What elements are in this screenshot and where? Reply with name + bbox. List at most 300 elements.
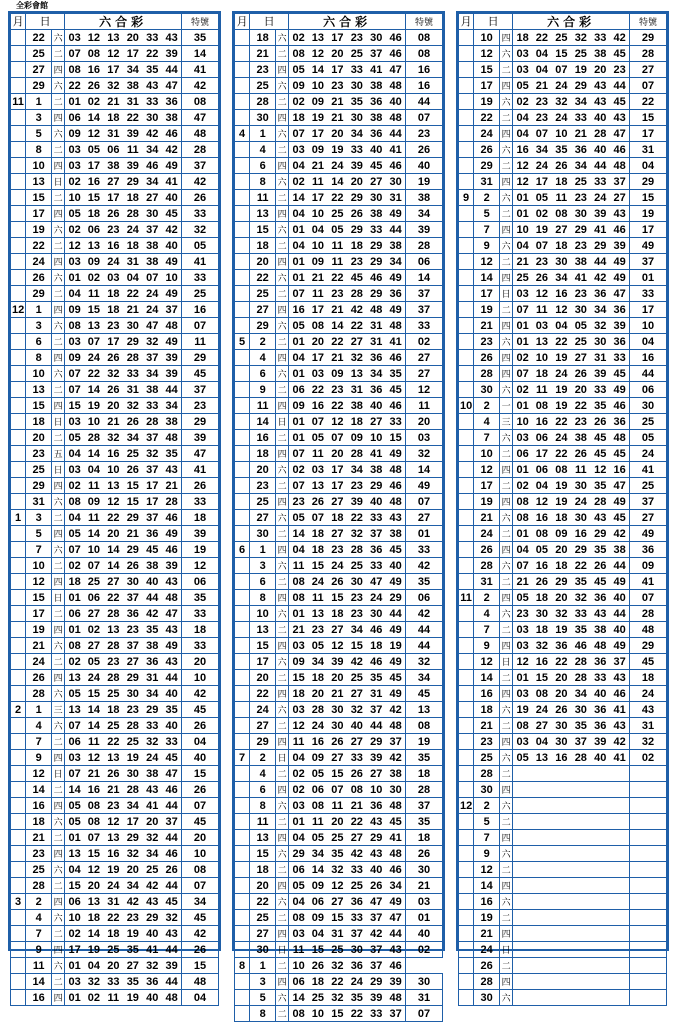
table-row [459, 206, 667, 222]
day-cell: 11 [250, 398, 276, 414]
draw-number: 40 [610, 590, 630, 606]
draw-number: 41 [143, 798, 162, 814]
table-row [11, 750, 219, 766]
draw-number: 30 [347, 574, 366, 590]
day-cell: 15 [250, 638, 276, 654]
draw-number: 40 [162, 718, 182, 734]
draw-number: 21 [328, 350, 347, 366]
draw-number: 42 [367, 926, 386, 942]
table-row [459, 478, 667, 494]
draw-number: 06 [289, 382, 308, 398]
special-number: 01 [406, 526, 443, 542]
draw-number: 18 [104, 286, 123, 302]
special-number: 37 [406, 302, 443, 318]
special-number [630, 990, 667, 1006]
draw-number: 42 [143, 126, 162, 142]
draw-number: 29 [591, 526, 610, 542]
draw-number: 10 [104, 462, 123, 478]
draw-number [532, 862, 551, 878]
draw-number: 46 [386, 862, 406, 878]
draw-number: 11 [289, 558, 308, 574]
weekday-cell: 六 [52, 862, 65, 878]
draw-number: 10 [65, 910, 84, 926]
draw-number: 34 [347, 462, 366, 478]
month-cell [459, 990, 474, 1006]
weekday-cell: 四 [52, 302, 65, 318]
day-cell: 23 [26, 846, 52, 862]
draw-number [552, 846, 571, 862]
draw-number: 19 [104, 862, 123, 878]
draw-number: 07 [65, 382, 84, 398]
month-cell [459, 542, 474, 558]
draw-number: 19 [552, 622, 571, 638]
draw-number [591, 974, 610, 990]
draw-number: 08 [84, 798, 103, 814]
draw-number: 13 [65, 846, 84, 862]
weekday-cell: 二 [500, 158, 513, 174]
draw-number: 34 [347, 126, 366, 142]
draw-number: 26 [571, 446, 590, 462]
table-row [459, 718, 667, 734]
weekday-cell: 二 [52, 606, 65, 622]
draw-number: 01 [289, 430, 308, 446]
draw-number: 48 [162, 590, 182, 606]
draw-number: 13 [104, 30, 123, 46]
day-cell: 21 [474, 718, 500, 734]
draw-number: 02 [513, 478, 532, 494]
table-row [11, 62, 219, 78]
table-row [11, 318, 219, 334]
draw-number: 32 [347, 526, 366, 542]
draw-number: 48 [591, 638, 610, 654]
month-cell [235, 110, 250, 126]
special-number: 16 [630, 350, 667, 366]
weekday-cell: 六 [276, 366, 289, 382]
special-number: 15 [182, 766, 219, 782]
draw-number: 32 [591, 318, 610, 334]
month-cell [235, 734, 250, 750]
draw-number: 29 [123, 334, 142, 350]
draw-number: 33 [347, 750, 366, 766]
draw-number: 45 [610, 510, 630, 526]
draw-number [513, 990, 532, 1006]
draw-number: 20 [328, 670, 347, 686]
draw-number: 35 [143, 622, 162, 638]
draw-number: 36 [162, 94, 182, 110]
draw-number [552, 814, 571, 830]
draw-number: 18 [552, 174, 571, 190]
draw-number: 33 [591, 670, 610, 686]
table-row [11, 958, 219, 974]
month-cell [235, 830, 250, 846]
day-cell: 8 [250, 798, 276, 814]
draw-number: 06 [65, 734, 84, 750]
draw-number: 23 [123, 622, 142, 638]
weekday-cell: 六 [500, 334, 513, 350]
draw-number: 01 [289, 222, 308, 238]
table-row [459, 734, 667, 750]
draw-number [591, 926, 610, 942]
draw-number: 27 [347, 334, 366, 350]
weekday-cell: 三 [52, 702, 65, 718]
draw-number: 26 [104, 350, 123, 366]
day-cell: 28 [474, 558, 500, 574]
draw-number: 03 [65, 142, 84, 158]
draw-number: 31 [123, 254, 142, 270]
weekday-cell: 二 [52, 830, 65, 846]
month-cell [11, 878, 26, 894]
draw-number: 27 [367, 174, 386, 190]
draw-number: 28 [571, 654, 590, 670]
table-row [235, 350, 443, 366]
special-number: 07 [406, 110, 443, 126]
weekday-cell: 六 [52, 958, 65, 974]
table-row [459, 862, 667, 878]
draw-number: 20 [104, 958, 123, 974]
draw-number: 04 [123, 270, 142, 286]
draw-number: 40 [386, 558, 406, 574]
month-cell [11, 430, 26, 446]
special-number: 33 [182, 606, 219, 622]
table-row [459, 750, 667, 766]
draw-number: 19 [386, 638, 406, 654]
draw-number: 16 [84, 782, 103, 798]
month-cell [459, 814, 474, 830]
month-cell [11, 382, 26, 398]
draw-number: 29 [591, 238, 610, 254]
draw-number: 41 [162, 174, 182, 190]
draw-number: 19 [123, 990, 142, 1006]
draw-number: 33 [571, 110, 590, 126]
draw-number: 37 [367, 942, 386, 958]
special-number: 37 [630, 494, 667, 510]
draw-number: 23 [532, 94, 551, 110]
draw-number: 46 [367, 270, 386, 286]
month-cell [235, 286, 250, 302]
draw-number: 16 [104, 446, 123, 462]
table-row [235, 590, 443, 606]
month-cell [11, 190, 26, 206]
weekday-cell: 二 [500, 478, 513, 494]
day-cell: 13 [26, 174, 52, 190]
draw-number: 28 [347, 446, 366, 462]
draw-number: 03 [65, 158, 84, 174]
day-cell: 11 [250, 814, 276, 830]
draw-number: 26 [591, 414, 610, 430]
draw-number: 49 [162, 334, 182, 350]
draw-number: 08 [513, 510, 532, 526]
draw-number [513, 862, 532, 878]
table-row [11, 734, 219, 750]
month-cell: 9 [459, 190, 474, 206]
draw-number: 39 [386, 974, 406, 990]
day-cell: 12 [26, 574, 52, 590]
draw-number: 30 [571, 478, 590, 494]
month-cell [235, 270, 250, 286]
day-cell: 10 [474, 446, 500, 462]
special-number: 19 [630, 206, 667, 222]
special-number: 24 [630, 446, 667, 462]
month-cell [459, 430, 474, 446]
special-number: 18 [406, 830, 443, 846]
draw-number: 01 [289, 254, 308, 270]
draw-number [532, 798, 551, 814]
draw-number: 23 [610, 62, 630, 78]
special-number: 08 [182, 862, 219, 878]
draw-number: 29 [123, 670, 142, 686]
table-row [235, 782, 443, 798]
draw-number: 43 [162, 926, 182, 942]
draw-number: 36 [610, 414, 630, 430]
draw-number: 04 [289, 238, 308, 254]
table-row [459, 894, 667, 910]
month-cell [11, 174, 26, 190]
draw-number: 48 [610, 430, 630, 446]
day-cell: 7 [474, 830, 500, 846]
draw-number [571, 862, 590, 878]
special-number [630, 878, 667, 894]
special-number [630, 862, 667, 878]
table-row [11, 462, 219, 478]
month-cell: 1 [11, 510, 26, 526]
draw-number: 08 [84, 46, 103, 62]
weekday-cell: 二 [276, 238, 289, 254]
month-cell [11, 286, 26, 302]
month-cell [235, 158, 250, 174]
weekday-cell: 六 [276, 30, 289, 46]
special-number: 16 [406, 78, 443, 94]
day-cell: 22 [26, 30, 52, 46]
draw-number: 36 [591, 654, 610, 670]
weekday-cell: 二 [52, 926, 65, 942]
draw-number: 08 [289, 590, 308, 606]
special-number: 41 [182, 62, 219, 78]
draw-number: 07 [84, 830, 103, 846]
draw-number: 19 [571, 62, 590, 78]
day-cell: 13 [250, 622, 276, 638]
col-header-month: 月 [459, 14, 474, 30]
draw-number: 10 [532, 350, 551, 366]
special-number: 11 [406, 398, 443, 414]
draw-number [552, 862, 571, 878]
weekday-cell: 四 [276, 878, 289, 894]
day-cell: 17 [474, 78, 500, 94]
draw-number: 34 [143, 686, 162, 702]
table-row [459, 174, 667, 190]
day-cell: 9 [474, 846, 500, 862]
draw-number: 30 [347, 78, 366, 94]
draw-number: 03 [308, 366, 327, 382]
month-cell [235, 366, 250, 382]
draw-number: 29 [571, 78, 590, 94]
day-cell: 10 [26, 558, 52, 574]
weekday-cell: 日 [52, 174, 65, 190]
draw-number: 49 [386, 686, 406, 702]
table-row [459, 46, 667, 62]
weekday-cell: 六 [276, 462, 289, 478]
table-row [11, 302, 219, 318]
table-row [235, 622, 443, 638]
draw-number: 18 [65, 574, 84, 590]
draw-number: 35 [347, 990, 366, 1006]
col-header-month: 月 [235, 14, 250, 30]
special-number [630, 798, 667, 814]
draw-number: 07 [65, 718, 84, 734]
month-cell [459, 302, 474, 318]
weekday-cell: 日 [500, 286, 513, 302]
draw-number: 12 [84, 862, 103, 878]
month-cell [235, 302, 250, 318]
day-cell: 26 [474, 142, 500, 158]
draw-number: 26 [532, 574, 551, 590]
draw-number: 08 [308, 318, 327, 334]
draw-number: 25 [347, 46, 366, 62]
draw-number: 03 [289, 798, 308, 814]
table-row [11, 110, 219, 126]
draw-number: 16 [532, 558, 551, 574]
draw-number: 38 [571, 430, 590, 446]
draw-number: 15 [84, 846, 103, 862]
draw-number: 24 [591, 190, 610, 206]
draw-number: 44 [386, 222, 406, 238]
draw-number: 04 [289, 750, 308, 766]
table-row [11, 46, 219, 62]
draw-number: 30 [123, 574, 142, 590]
draw-number: 48 [386, 494, 406, 510]
table-row [235, 62, 443, 78]
month-cell: 10 [459, 399, 473, 412]
draw-number: 16 [552, 750, 571, 766]
month-cell [459, 462, 474, 478]
day-cell: 5 [250, 990, 276, 1006]
draw-number: 08 [65, 62, 84, 78]
draw-number: 32 [571, 590, 590, 606]
table-row [235, 846, 443, 862]
special-number: 29 [630, 174, 667, 190]
day-cell: 23 [250, 62, 276, 78]
draw-number: 38 [143, 766, 162, 782]
draw-number: 46 [610, 398, 630, 414]
draw-number: 18 [532, 622, 551, 638]
draw-number: 14 [289, 990, 308, 1006]
draw-number: 28 [571, 670, 590, 686]
draw-number: 19 [552, 382, 571, 398]
draw-number: 24 [104, 878, 123, 894]
day-cell: 4 [250, 142, 276, 158]
day-cell: 9 [250, 382, 276, 398]
month-cell [459, 878, 474, 894]
special-number: 39 [182, 430, 219, 446]
draw-number: 02 [289, 30, 308, 46]
draw-number: 19 [513, 702, 532, 718]
draw-number: 24 [143, 750, 162, 766]
day-cell: 10 [250, 606, 276, 622]
month-cell [459, 414, 474, 430]
draw-number: 04 [289, 350, 308, 366]
month-cell [459, 350, 474, 366]
special-number: 15 [630, 190, 667, 206]
special-number: 20 [406, 414, 443, 430]
weekday-cell: 四 [276, 542, 289, 558]
draw-number: 05 [513, 750, 532, 766]
draw-number: 45 [386, 670, 406, 686]
month-cell [11, 366, 26, 382]
draw-number: 38 [591, 46, 610, 62]
weekday-cell: 二 [500, 910, 513, 926]
day-cell: 15 [250, 222, 276, 238]
month-cell [235, 654, 250, 670]
weekday-cell: 四 [276, 926, 289, 942]
draw-number: 24 [123, 222, 142, 238]
draw-number: 37 [162, 814, 182, 830]
draw-number: 01 [513, 670, 532, 686]
day-cell: 4 [26, 718, 52, 734]
day-cell: 11 [26, 958, 52, 974]
special-number: 07 [182, 318, 219, 334]
weekday-cell: 四 [276, 398, 289, 414]
draw-number: 13 [65, 670, 84, 686]
special-number: 35 [406, 574, 443, 590]
special-number: 08 [406, 30, 443, 46]
weekday-cell: 六 [500, 798, 513, 814]
day-cell: 2 [474, 798, 500, 814]
draw-number [571, 814, 590, 830]
draw-number: 44 [591, 158, 610, 174]
special-number: 10 [182, 670, 219, 686]
month-cell [11, 718, 26, 734]
draw-number: 05 [328, 222, 347, 238]
draw-number: 43 [162, 622, 182, 638]
special-number: 08 [182, 94, 219, 110]
draw-number: 49 [610, 574, 630, 590]
draw-number [513, 814, 532, 830]
day-cell: 12 [474, 462, 500, 478]
draw-number: 27 [571, 350, 590, 366]
draw-number: 33 [143, 398, 162, 414]
draw-number: 06 [289, 974, 308, 990]
draw-number: 17 [123, 814, 142, 830]
special-number: 06 [630, 382, 667, 398]
month-cell [459, 510, 474, 526]
draw-number: 47 [386, 62, 406, 78]
weekday-cell: 四 [500, 782, 513, 798]
weekday-cell: 六 [52, 494, 65, 510]
special-number: 18 [182, 510, 219, 526]
draw-number: 10 [308, 78, 327, 94]
draw-number: 33 [162, 734, 182, 750]
weekday-cell: 二 [52, 142, 65, 158]
table-row [459, 222, 667, 238]
draw-number: 07 [289, 286, 308, 302]
draw-number [591, 830, 610, 846]
draw-number: 04 [289, 158, 308, 174]
table-row [459, 542, 667, 558]
day-cell: 10 [26, 366, 52, 382]
draw-number: 39 [162, 558, 182, 574]
draw-number: 16 [104, 846, 123, 862]
draw-number: 25 [571, 174, 590, 190]
draw-number: 32 [552, 94, 571, 110]
weekday-cell: 六 [500, 606, 513, 622]
draw-number: 09 [84, 494, 103, 510]
weekday-cell: 日 [500, 942, 513, 958]
weekday-cell: 二 [276, 670, 289, 686]
draw-number: 39 [610, 318, 630, 334]
day-cell: 28 [474, 366, 500, 382]
draw-number: 42 [143, 606, 162, 622]
draw-number: 20 [347, 174, 366, 190]
draw-number: 06 [289, 862, 308, 878]
